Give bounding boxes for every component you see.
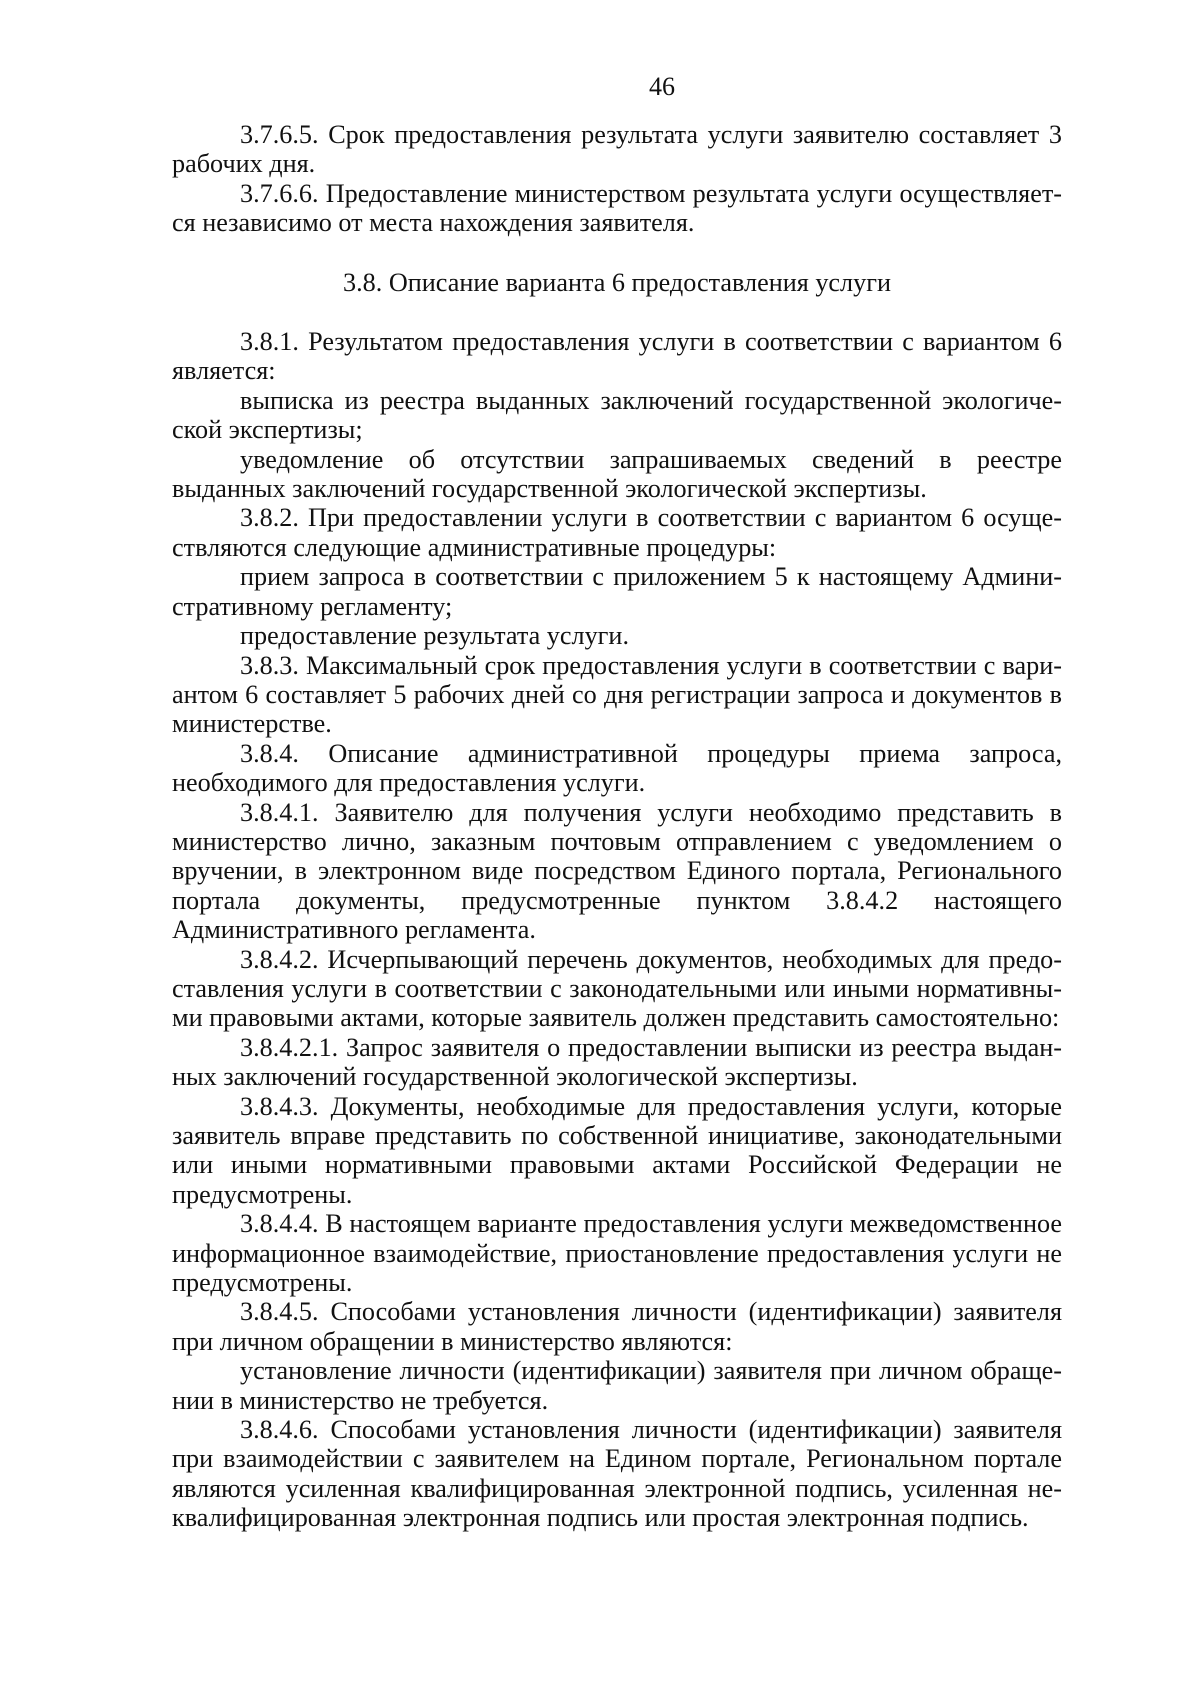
list-item-request-intake: прием запроса в соответствии с приложением 5 к настоящему Административному регламенту; [172, 562, 1062, 621]
paragraph-3-8-2: 3.8.2. При предоставлении услуги в соответствии с вариантом 6 осуществляются следующие административные процедуры: [172, 503, 1062, 562]
paragraph-3-8-4-5: 3.8.4.5. Способами установления личности (идентификации) заявителя при личном обращении в министерство являются: [172, 1297, 1062, 1356]
list-item-notice: уведомление об отсутствии запрашиваемых сведений в реестре выданных заключений государственной экологической экспертизы. [172, 444, 1062, 504]
paragraph-3-8-4-3: 3.8.4.3. Документы, необходимые для предоставления услуги, которые заявитель вправе представить по собственной инициативе, законодательными или иными нормативными правовыми актами Российской Федерации не предусмотрены. [172, 1091, 1062, 1209]
paragraph-3-7-6-5: 3.7.6.5. Срок предоставления результата услуги заявителю составляет 3 рабочих дня. [172, 120, 1062, 179]
paragraph-3-8-4-2: 3.8.4.2. Исчерпывающий перечень документов, необходимых для предоставления услуги в соответствии с законодательными или иными нормативными правовыми актами, которые заявитель должен представить самостоятельно: [172, 944, 1062, 1033]
paragraph-3-7-6-6: 3.7.6.6. Предоставление министерством результата услуги осуществляется независимо от места нахождения заявителя. [172, 178, 1062, 238]
paragraph-3-8-4-6: 3.8.4.6. Способами установления личности (идентификации) заявителя при взаимодействии с заявителем на Едином портале, Региональном портале являются усиленная квалифицированная электронной подпись, усиленная неквалифицированная электронная подпись или простая электронная подпись. [172, 1415, 1062, 1533]
paragraph-3-8-3: 3.8.3. Максимальный срок предоставления услуги в соответствии с вариантом 6 составляет 5 рабочих дней со дня регистрации запроса и документов в министерстве. [172, 650, 1062, 739]
paragraph-3-8-4-4: 3.8.4.4. В настоящем варианте предоставления услуги межведомственное информационное взаимодействие, приостановление предоставления услуги не предусмотрены. [172, 1209, 1062, 1298]
page-number: 46 [649, 72, 675, 101]
paragraph-3-8-1: 3.8.1. Результатом предоставления услуги в соответствии с вариантом 6 является: [172, 327, 1062, 386]
list-item-result-delivery: предоставление результата услуги. [240, 621, 629, 651]
list-item-extract: выписка из реестра выданных заключений государственной экологической экспертизы; [172, 385, 1062, 445]
paragraph-3-8-4-1: 3.8.4.1. Заявителю для получения услуги необходимо представить в министерство лично, заказным почтовым отправлением с уведомлением о вручении, в электронном виде посредством Единого портала, Регионального портала документы, предусмотренные пунктом 3.8.4.2 настоящего Административного регламента. [172, 797, 1062, 945]
list-item-identification-not-required: установление личности (идентификации) заявителя при личном обращении в министерство не требуется. [172, 1356, 1062, 1415]
document-body [172, 120, 1062, 1533]
paragraph-3-8-4: 3.8.4. Описание административной процедуры приема запроса, необходимого для предоставления услуги. [172, 738, 1062, 798]
paragraph-3-8-4-2-1: 3.8.4.2.1. Запрос заявителя о предоставлении выписки из реестра выданных заключений государственной экологической экспертизы. [172, 1032, 1062, 1092]
section-heading: 3.8. Описание варианта 6 предоставления услуги [343, 267, 891, 297]
